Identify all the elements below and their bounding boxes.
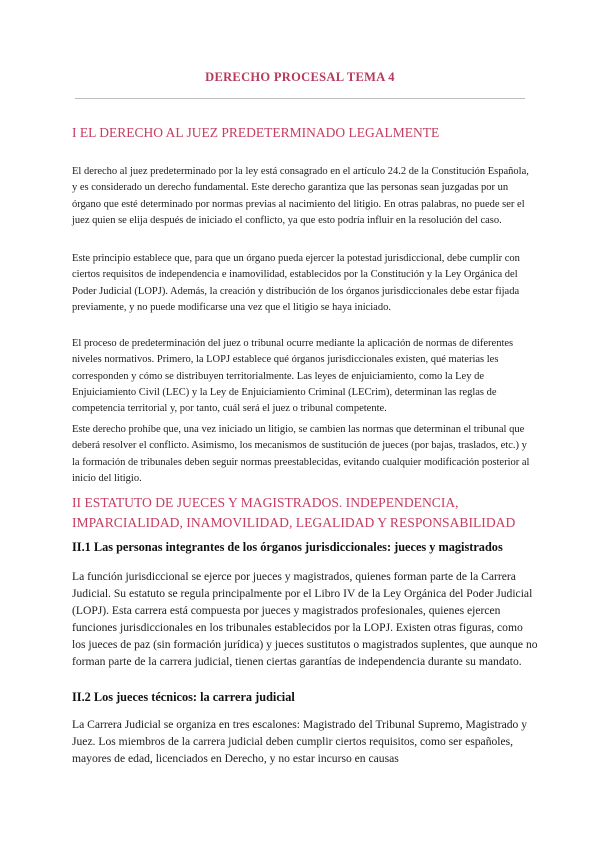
paragraph: Este derecho prohíbe que, una vez iniciado un litigio, se cambien las normas que determinan el tribunal que deberá resolver el conflicto. Asimismo, los mecanismos de sustitución de jueces (por bajas, traslados, etc.) y la formación de tribunales deben seguir normas preestablecidas, evitando cualquier modificación posterior al inicio del litigio.	[72, 424, 530, 484]
paragraph: La Carrera Judicial se organiza en tres escalones: Magistrado del Tribunal Supremo, Magistrado y Juez. Los miembros de la carrera judicial deben cumplir ciertos requisitos, como ser españoles, mayores de edad, licenciados en Derecho, y no estar incurso en causas	[72, 718, 528, 765]
paragraph: La función jurisdiccional se ejerce por jueces y magistrados, quienes forman parte de la Carrera Judicial. Su estatuto se regula principalmente por el Libro IV de la Ley Orgánica del Poder Judicial (LOPJ). Esta carrera está compuesta por jueces y magistrados profesionales, quienes ejercen funciones jurisdiccionales en los tribunales establecidos por la LOPJ. Existen otras figuras, como los jueces de paz (sin formación jurídica) y jueces sustitutos o magistrados suplentes, que aunque no forman parte de la carrera judicial, tienen ciertas garantías de independencia durante su mandato.	[72, 570, 538, 668]
paragraph: Este principio establece que, para que un órgano pueda ejercer la potestad jurisdiccional, debe cumplir con ciertos requisitos de independencia e inamovilidad, establecidos por la Constitución y la Ley Orgánica del Poder Judicial (LOPJ). Además, la creación y distribución de los órganos jurisdiccionales debe estar fijada previamente, y no puede modificarse una vez que el litigio se haya iniciado.	[72, 253, 520, 313]
section-heading-2: II ESTATUTO DE JUECES Y MAGISTRADOS. INDEPENDENCIA, IMPARCIALIDAD, INAMOVILIDAD, LEGALIDAD Y RESPONSABILIDAD	[72, 495, 516, 530]
paragraph: El derecho al juez predeterminado por la ley está consagrado en el artículo 24.2 de la Constitución Española, y es considerado un derecho fundamental. Este derecho garantiza que las personas sean juzgadas por un órgano que esté determinado por normas previas al nacimiento del litigio. En otras palabras, no puede ser el juez quien se elija después de iniciado el conflicto, ya que esto podría influir en la resolución del caso.	[72, 166, 529, 226]
paragraph: El proceso de predeterminación del juez o tribunal ocurre mediante la aplicación de normas de diferentes niveles normativos. Primero, la LOPJ establece qué órganos jurisdiccionales existen, qué materias les corresponden y cómo se distribuyen territorialmente. Las leyes de enjuiciamiento, como la Ley de Enjuiciamiento Civil (LEC) y la Ley de Enjuiciamiento Criminal (LECrim), determinan las reglas de competencia territorial y, por tanto, cuál será el juez o tribunal competente.	[72, 338, 514, 415]
subsection-heading-2: II.2 Los jueces técnicos: la carrera judicial	[72, 690, 295, 704]
document-title: DERECHO PROCESAL TEMA 4	[205, 70, 395, 84]
subsection-heading-1: II.1 Las personas integrantes de los órganos jurisdiccionales: jueces y magistrados	[72, 540, 503, 554]
section-heading-1: I EL DERECHO AL JUEZ PREDETERMINADO LEGALMENTE	[72, 125, 440, 140]
title-divider	[75, 98, 525, 99]
